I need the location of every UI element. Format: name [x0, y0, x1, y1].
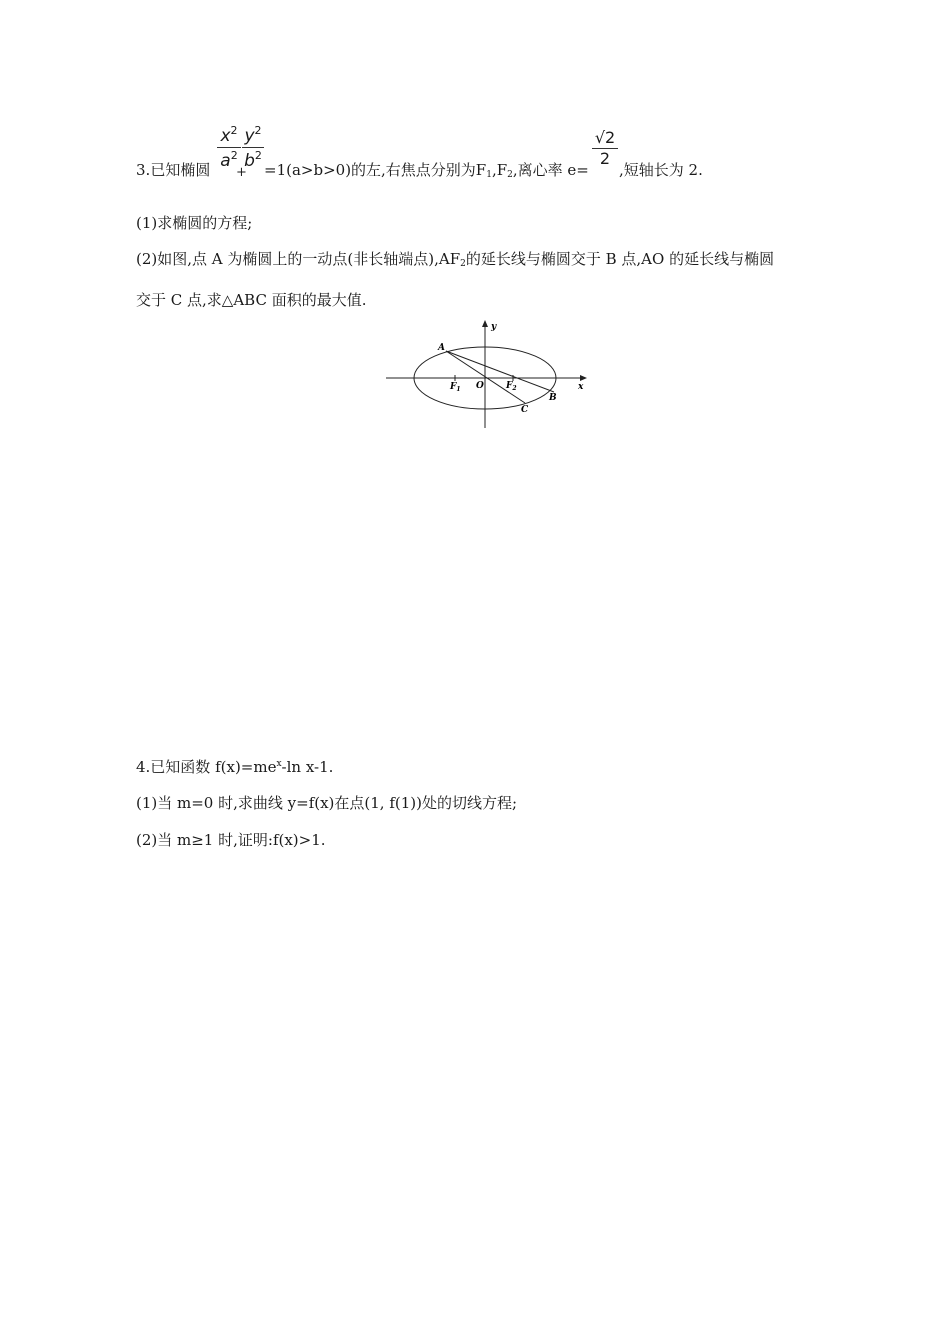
denominator-2: 2	[599, 149, 611, 168]
problem-4-line-1	[136, 760, 333, 775]
numerator-x: x	[220, 126, 231, 146]
numerator-sqrt2: √2	[594, 128, 616, 147]
exponent: 2	[230, 124, 238, 137]
fraction-sqrt2-2	[592, 130, 618, 167]
fraction-bar	[217, 147, 241, 148]
label-F1-letter: F	[450, 382, 457, 392]
plus-sign: +	[236, 165, 247, 180]
label-B: B	[549, 393, 557, 403]
problem-3-line-1-cont	[264, 163, 589, 180]
denominator-b: b	[244, 151, 255, 171]
label-O: O	[476, 381, 484, 391]
y-axis-arrow	[482, 320, 488, 327]
ellipse-figure	[380, 318, 595, 433]
exponent: 2	[254, 124, 262, 137]
problem-text: (2)如图,点 A 为椭圆上的一动点(非长轴端点),AF	[136, 250, 461, 268]
problem-3-part-1: (1)求椭圆的方程;	[136, 214, 253, 232]
exponent: 2	[254, 149, 262, 162]
numerator-y: y	[244, 126, 255, 146]
fraction-bar	[242, 147, 264, 148]
fraction-x2-a2	[217, 125, 241, 170]
problem-text: 4.已知函数 f(x)=me	[136, 758, 277, 776]
problem-text: =1(a>b>0)的左,右焦点分别为F	[264, 161, 487, 179]
problem-text: ,离心率 e=	[512, 161, 589, 179]
problem-text: -ln x-1.	[281, 758, 334, 776]
label-F2	[505, 381, 517, 392]
label-x: x	[578, 382, 584, 392]
exponent: 2	[230, 149, 238, 162]
label-F2-letter: F	[506, 381, 513, 391]
label-y: y	[491, 322, 497, 332]
subscript: 2	[460, 259, 466, 269]
problem-3-line-1	[136, 163, 210, 178]
subscript: 2	[507, 170, 513, 180]
label-F1	[449, 382, 461, 393]
denominator-a: a	[220, 151, 231, 171]
problem-text: 已知椭圆	[150, 161, 211, 179]
label-F1-subscript: 1	[456, 386, 461, 393]
label-F2-subscript: 2	[512, 385, 517, 392]
subscript: 1	[486, 170, 492, 180]
label-A: A	[438, 343, 445, 353]
problem-text: ,短轴长为 2.	[619, 161, 703, 179]
problem-number: 3.	[136, 161, 151, 179]
problem-4-part-1: (1)当 m=0 时,求曲线 y=f(x)在点(1, f(1))处的切线方程;	[136, 794, 518, 812]
problem-3-part-2-line-1	[136, 252, 774, 269]
label-C: C	[521, 405, 529, 415]
problem-3-part-2-line-2: 交于 C 点,求△ABC 面积的最大值.	[136, 291, 367, 309]
problem-text: 的延长线与椭圆交于 B 点,AO 的延长线与椭圆	[465, 250, 775, 268]
x-axis-arrow	[580, 375, 587, 381]
problem-4-part-2: (2)当 m≥1 时,证明:f(x)>1.	[136, 831, 326, 849]
fraction-y2-b2	[242, 125, 264, 170]
superscript: x	[276, 759, 282, 769]
problem-text: ,F	[491, 161, 508, 179]
